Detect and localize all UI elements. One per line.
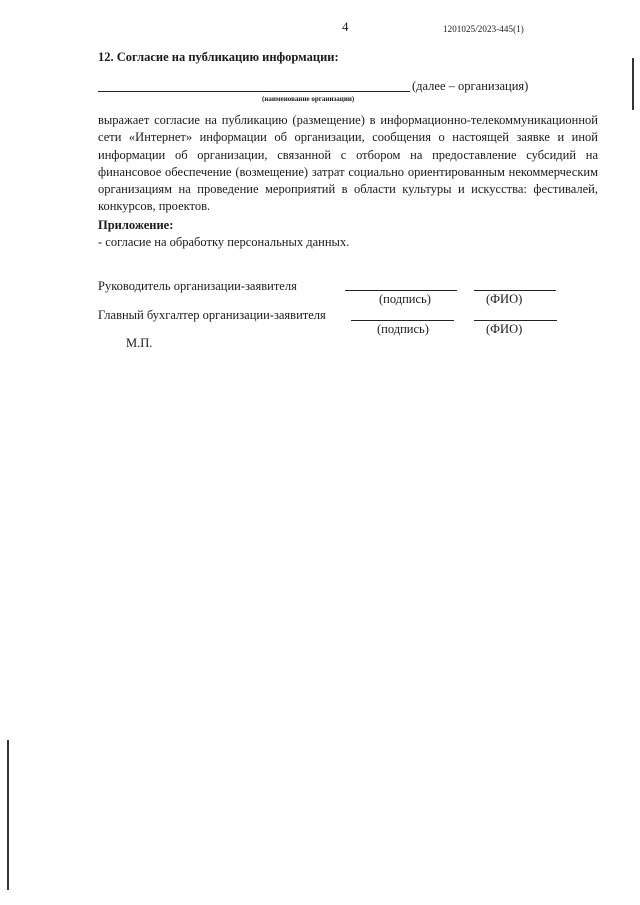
accountant-name-line bbox=[474, 320, 557, 321]
head-signature-label: Руководитель организации-заявителя bbox=[98, 279, 297, 293]
appendix-item: - согласие на обработку персональных данных. bbox=[98, 235, 350, 249]
organization-suffix: (далее – организация) bbox=[412, 79, 529, 93]
scan-edge-mark-right bbox=[632, 58, 634, 110]
page-number: 4 bbox=[342, 19, 349, 34]
section-title: 12. Согласие на публикацию информации: bbox=[98, 50, 339, 64]
stamp-placeholder: М.П. bbox=[126, 336, 153, 350]
consent-paragraph: выражает согласие на публикацию (размещение) в информационно-телекоммуникационной сети «Интернет» информации об организации, сообщения о настоящей заявке и иной информации об организации, связанной с отбором на предоставление субсидий на финансовое обеспечение (возмещение) затрат социально ориентированным некоммерческим организациям на проведение мероприятий в области культуры и искусства: фестивалей, конкурсов, проектов. bbox=[98, 113, 598, 214]
organization-name-line bbox=[98, 91, 410, 92]
scan-edge-mark-left bbox=[7, 740, 9, 890]
head-signature-line bbox=[345, 290, 457, 291]
organization-name-caption: (наименование организации) bbox=[262, 95, 355, 103]
accountant-signature-caption: (подпись) bbox=[377, 322, 429, 336]
accountant-signature-line bbox=[351, 320, 454, 321]
document-code: 1201025/2023-445(1) bbox=[443, 24, 524, 34]
appendix-title: Приложение: bbox=[98, 218, 174, 232]
head-name-caption: (ФИО) bbox=[486, 292, 523, 306]
head-name-line bbox=[474, 290, 556, 291]
accountant-signature-label: Главный бухгалтер организации-заявителя bbox=[98, 308, 326, 322]
accountant-name-caption: (ФИО) bbox=[486, 322, 523, 336]
head-signature-caption: (подпись) bbox=[379, 292, 431, 306]
